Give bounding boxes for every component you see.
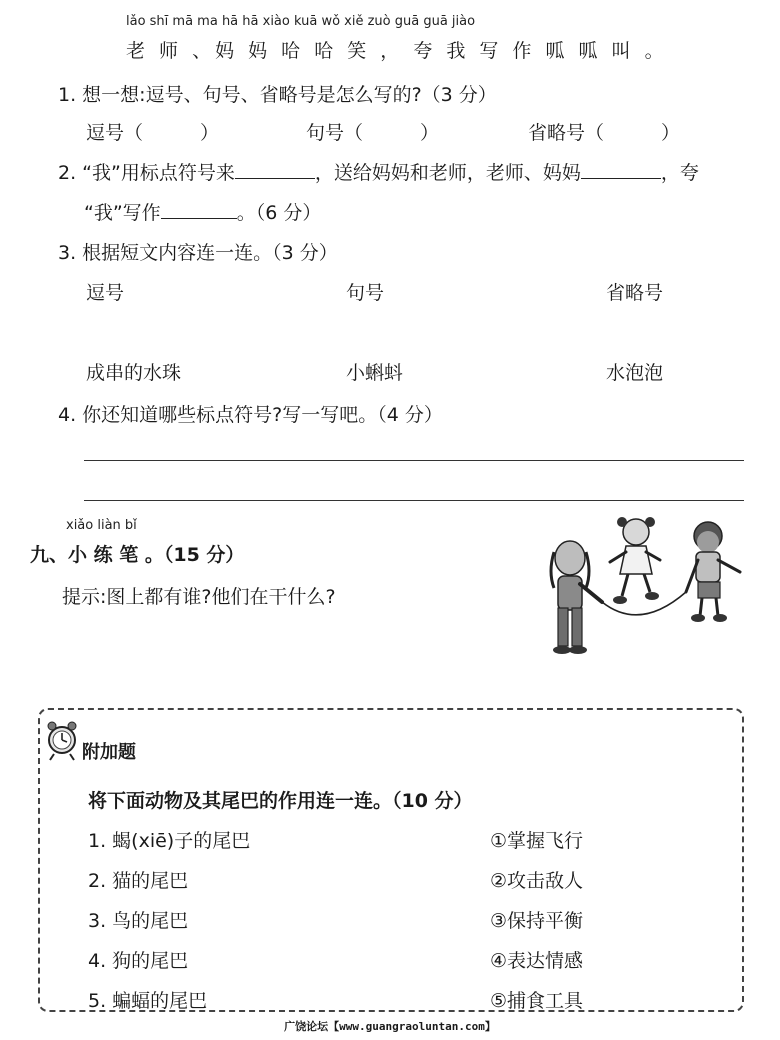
bonus-instruction: 将下面动物及其尾巴的作用连一连。（10 分） (88, 790, 473, 812)
q3-top-comma[interactable]: 逗号 (86, 282, 125, 304)
bonus-left-5[interactable]: 5. 蝙蝠的尾巴 (88, 990, 208, 1012)
q1-ellipsis-blank[interactable]: 省略号（ ） (528, 122, 681, 144)
q1-prompt: 1. 想一想:逗号、句号、省略号是怎么写的?（3 分） (58, 84, 497, 106)
bonus-left-1[interactable]: 1. 蝎(xiē)子的尾巴 (88, 830, 251, 852)
footer-watermark: 广饶论坛【www.guangraoluntan.com】 (284, 1020, 496, 1033)
jump-rope-illustration (540, 512, 750, 662)
jump-rope (602, 592, 686, 615)
poem-pinyin: lǎo shī mā ma hā hā xiào kuā wǒ xiě zuò guā guā jiào (126, 14, 476, 29)
q3-bottom-tadpole[interactable]: 小蝌蚪 (346, 362, 404, 384)
section9-title: 九、小 练 笔 。（15 分） (30, 544, 245, 566)
q2-text-c: ，夸 (660, 162, 699, 184)
q3-prompt: 3. 根据短文内容连一连。（3 分） (58, 242, 338, 264)
girl-left-figure (551, 541, 602, 654)
q2-blank-2[interactable] (581, 160, 661, 179)
q2-line2 (84, 198, 321, 225)
q2-text-b: ，送给妈妈和老师，老师、妈妈 (314, 162, 581, 184)
q1-comma-blank[interactable]: 逗号（ ） (86, 122, 220, 144)
bonus-left-2[interactable]: 2. 猫的尾巴 (88, 870, 189, 892)
section9-pinyin: xiǎo liàn bǐ (66, 518, 137, 533)
q2-text-d: “我”写作 (84, 202, 161, 224)
bonus-left-3[interactable]: 3. 鸟的尾巴 (88, 910, 189, 932)
q3-bottom-drops[interactable]: 成串的水珠 (86, 362, 182, 384)
q2-text-a: 2. “我”用标点符号来 (58, 162, 235, 184)
boy-right-figure (686, 522, 740, 622)
q1-period-blank[interactable]: 句号（ ） (306, 122, 440, 144)
q2-text-e: 。（6 分） (236, 202, 322, 224)
q3-top-ellipsis[interactable]: 省略号 (606, 282, 664, 304)
q2-blank-1[interactable] (235, 160, 315, 179)
alarm-clock-icon (44, 718, 80, 762)
q2-blank-3[interactable] (161, 200, 237, 219)
bonus-right-4[interactable]: ④表达情感 (490, 950, 584, 972)
bonus-header: 附加题 (82, 742, 136, 763)
bonus-right-5[interactable]: ⑤捕食工具 (490, 990, 584, 1012)
girl-jumping-figure (610, 517, 660, 604)
q4-prompt: 4. 你还知道哪些标点符号?写一写吧。（4 分） (58, 404, 443, 426)
q3-bottom-bubbles[interactable]: 水泡泡 (606, 362, 664, 384)
bonus-right-3[interactable]: ③保持平衡 (490, 910, 584, 932)
poem-text: 老 师 、妈 妈 哈 哈 笑 ， 夸 我 写 作 呱 呱 叫 。 (126, 40, 668, 62)
bonus-left-4[interactable]: 4. 狗的尾巴 (88, 950, 189, 972)
answer-line-2[interactable] (84, 500, 744, 501)
q2-line1 (58, 158, 699, 185)
bonus-right-2[interactable]: ②攻击敌人 (490, 870, 584, 892)
answer-line-1[interactable] (84, 460, 744, 461)
section9-hint: 提示:图上都有谁?他们在干什么? (62, 586, 336, 608)
q3-top-period[interactable]: 句号 (346, 282, 385, 304)
bonus-right-1[interactable]: ①掌握飞行 (490, 830, 584, 852)
